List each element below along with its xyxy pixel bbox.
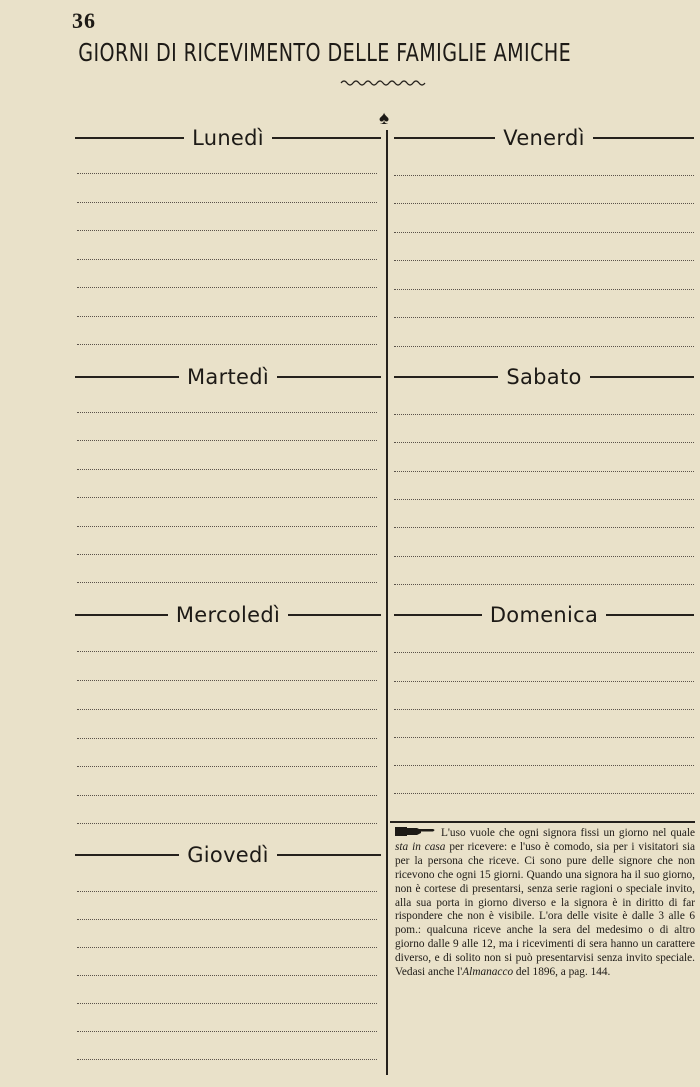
entry-line[interactable] — [77, 582, 377, 583]
entry-line[interactable] — [394, 471, 694, 472]
entry-line[interactable] — [77, 344, 377, 345]
day-header-venerdi — [394, 125, 694, 151]
day-header-lunedi — [75, 125, 381, 151]
day-label-venerdi: Venerdì — [503, 126, 585, 150]
entry-line[interactable] — [394, 260, 694, 261]
day-label-domenica: Domenica — [489, 603, 599, 627]
entry-line[interactable] — [394, 527, 694, 528]
entry-line[interactable] — [77, 526, 377, 527]
entry-line[interactable] — [77, 554, 377, 555]
day-label-martedi: Martedì — [186, 365, 270, 389]
entry-line[interactable] — [394, 346, 694, 347]
entry-line[interactable] — [394, 232, 694, 233]
page-title: GIORNI DI RICEVIMENTO DELLE FAMIGLIE AMICHE — [78, 38, 572, 67]
entry-line[interactable] — [77, 230, 377, 231]
entry-line[interactable] — [77, 412, 377, 413]
entry-line[interactable] — [77, 651, 377, 652]
day-label-giovedi: Giovedì — [187, 843, 269, 867]
entry-line[interactable] — [394, 737, 694, 738]
entry-line[interactable] — [394, 584, 694, 585]
page-number: 36 — [72, 8, 96, 33]
entry-line[interactable] — [77, 173, 377, 174]
day-label-mercoledi: Mercoledì — [175, 603, 281, 627]
entry-line[interactable] — [77, 975, 377, 976]
etiquette-note — [395, 826, 695, 980]
entry-line[interactable] — [394, 652, 694, 653]
entry-line[interactable] — [77, 259, 377, 260]
entry-line[interactable] — [77, 1031, 377, 1032]
entry-line[interactable] — [77, 709, 377, 710]
center-divider — [386, 130, 388, 1075]
entry-line[interactable] — [77, 497, 377, 498]
entry-line[interactable] — [394, 317, 694, 318]
entry-line[interactable] — [77, 795, 377, 796]
wavy-ornament-icon — [340, 78, 426, 88]
entry-line[interactable] — [77, 469, 377, 470]
day-header-sabato — [394, 364, 694, 390]
entry-line[interactable] — [394, 203, 694, 204]
note-italic-phrase: sta in casa — [395, 840, 446, 853]
note-text-end: del 1896, a pag. 144. — [513, 966, 611, 979]
entry-line[interactable] — [77, 891, 377, 892]
note-text-start: L'uso vuole che ogni signora fissi un giorno nel quale — [441, 827, 695, 839]
day-header-mercoledi — [75, 602, 381, 628]
entry-line[interactable] — [77, 440, 377, 441]
entry-line[interactable] — [77, 287, 377, 288]
entry-line[interactable] — [77, 1059, 377, 1060]
day-label-sabato: Sabato — [506, 365, 582, 389]
entry-line[interactable] — [394, 175, 694, 176]
day-label-lunedi: Lunedì — [192, 126, 264, 150]
day-header-martedi — [75, 364, 381, 390]
entry-line[interactable] — [77, 738, 377, 739]
note-italic-ref: Almanacco — [462, 966, 514, 979]
pointing-hand-icon — [395, 826, 437, 837]
entry-line[interactable] — [77, 823, 377, 824]
entry-line[interactable] — [394, 414, 694, 415]
entry-line[interactable] — [77, 680, 377, 681]
entry-line[interactable] — [77, 766, 377, 767]
entry-line[interactable] — [394, 499, 694, 500]
spade-icon: ♠ — [379, 108, 390, 129]
entry-line[interactable] — [394, 556, 694, 557]
entry-line[interactable] — [77, 316, 377, 317]
entry-line[interactable] — [77, 1003, 377, 1004]
entry-line[interactable] — [394, 709, 694, 710]
note-divider — [390, 821, 695, 823]
day-header-domenica — [394, 602, 694, 628]
entry-line[interactable] — [394, 442, 694, 443]
note-text-middle: per ricevere: e l'uso è comodo, sia per i visitatori sia per la persona che riceve. Ci sono pure delle signore che non ricevono che ogni 15 giorni. Quando una signora ha il suo giorno, non è cortese di presentarsi, senza serie ragioni o speciale invito, alla sua porta in giorno diverso e la signora è in diritto di far rispondere che non è visibile. L'ora delle visite è dalle 3 alle 6 pom.: qualcuna riceve anche la sera del medesimo o di altro giorno dalle 9 alle 12, ma i ricevimenti di sera hanno un carattere diverso, e di solito non si può presentarvisi senza invito speciale. Vedasi anche l' — [395, 840, 696, 979]
entry-line[interactable] — [394, 793, 694, 794]
day-header-giovedi — [75, 842, 381, 868]
entry-line[interactable] — [77, 202, 377, 203]
entry-line[interactable] — [77, 919, 377, 920]
entry-line[interactable] — [394, 765, 694, 766]
entry-line[interactable] — [77, 947, 377, 948]
entry-line[interactable] — [394, 681, 694, 682]
entry-line[interactable] — [394, 289, 694, 290]
